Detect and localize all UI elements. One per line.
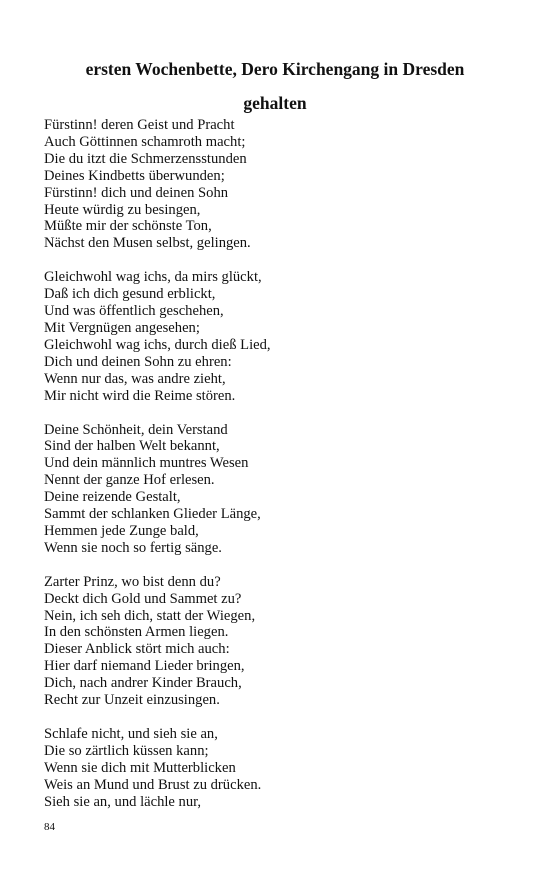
verse-line: Dich und deinen Sohn zu ehren: [44, 353, 232, 370]
verse-line: Müßte mir der schönste Ton, [44, 218, 212, 235]
verse-line: Dieser Anblick stört mich auch: [44, 641, 230, 658]
verse-line: Hemmen jede Zunge bald, [44, 522, 199, 539]
verse-line: Schlafe nicht, und sieh sie an, [44, 726, 218, 742]
poem-heading-line-2: gehalten [243, 93, 307, 113]
verse-line: Die du itzt die Schmerzensstunden [44, 150, 247, 167]
stanza-3 [44, 422, 524, 557]
verse-line: Sind der halben Welt bekannt, [44, 438, 220, 455]
verse-line: Deine reizende Gestalt, [44, 489, 181, 506]
verse-line: Daß ich dich gesund erblickt, [44, 286, 216, 303]
verse-line: Gleichwohl wag ichs, da mirs glückt, [44, 269, 262, 286]
verse-line: Dich, nach andrer Kinder Brauch, [44, 675, 242, 692]
verse-line: Deckt dich Gold und Sammet zu? [44, 590, 242, 607]
poem-body [44, 117, 524, 828]
verse-line: Hier darf niemand Lieder bringen, [44, 658, 245, 675]
verse-line: Weis an Mund und Brust zu drücken. [44, 776, 262, 793]
stanza-1 [44, 117, 524, 252]
verse-line: Mir nicht wird die Reime stören. [44, 387, 236, 404]
verse-line: Und was öffentlich geschehen, [44, 303, 224, 320]
verse-line: Recht zur Unzeit einzusingen. [44, 692, 220, 709]
verse-line: Wenn sie dich mit Mutterblicken [44, 759, 236, 776]
verse-line: In den schönsten Armen liegen. [44, 624, 229, 641]
verse-line: Nennt der ganze Hof erlesen. [44, 472, 215, 489]
verse-line: Deines Kindbetts überwunden; [44, 167, 225, 184]
poem-heading-line-1: ersten Wochenbette, Dero Kirchengang in Dresden [85, 59, 465, 79]
verse-line: Nächst den Musen selbst, gelingen. [44, 235, 251, 252]
verse-line: Wenn nur das, was andre zieht, [44, 370, 226, 387]
page-number: 84 [44, 821, 55, 833]
verse-line: Nein, ich seh dich, statt der Wiegen, [44, 607, 256, 624]
verse-line: Fürstinn! dich und deinen Sohn [44, 184, 229, 201]
verse-line: Die so zärtlich küssen kann; [44, 742, 209, 759]
verse-line: Sammt der schlanken Glieder Länge, [44, 506, 261, 523]
stanza-5 [44, 726, 524, 811]
verse-line: Wenn sie noch so fertig sänge. [44, 539, 222, 556]
verse-line: Fürstinn! deren Geist und Pracht [44, 117, 235, 133]
verse-line: Deine Schönheit, dein Verstand [44, 421, 228, 438]
verse-line: Sieh sie an, und lächle nur, [44, 793, 202, 810]
verse-line: Und dein männlich muntres Wesen [44, 455, 249, 472]
stanza-4 [44, 574, 524, 709]
verse-line: Mit Vergnügen angesehen; [44, 319, 200, 336]
stanza-2 [44, 269, 524, 404]
verse-line: Zarter Prinz, wo bist denn du? [44, 573, 221, 590]
verse-line: Auch Göttinnen schamroth macht; [44, 133, 246, 150]
verse-line: Heute würdig zu besingen, [44, 201, 201, 218]
verse-line: Gleichwohl wag ichs, durch dieß Lied, [44, 336, 271, 353]
